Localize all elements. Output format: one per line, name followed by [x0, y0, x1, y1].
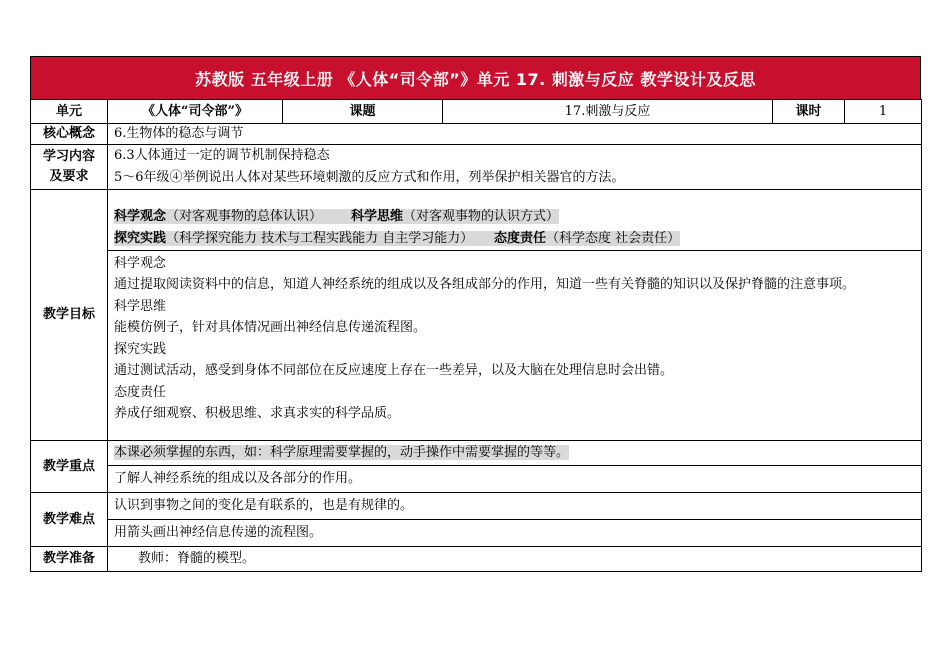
content-value — [108, 145, 922, 190]
goal-text-2: 能模仿例子，针对具体情况画出神经信息传递流程图。 — [114, 320, 427, 335]
goals-value — [108, 190, 922, 441]
difficulties-line1: 认识到事物之间的变化是有联系的，也是有规律的。 — [108, 493, 922, 520]
unit-label: 单元 — [31, 100, 108, 124]
goal-heading-4: 态度责任 — [114, 384, 167, 400]
content-label — [31, 145, 108, 190]
goal-heading-1: 科学观念 — [114, 255, 167, 271]
literacy-d-desc: （科学态度 社会责任） — [545, 230, 681, 246]
content-label-line1: 学习内容 — [42, 149, 95, 164]
key-points-hint-cell — [108, 441, 922, 466]
goal-text-3: 通过测试活动，感受到身体不同部位在反应速度上存在一些差异，以及大脑在处理信息时会出错。 — [114, 363, 674, 378]
goal-text-4: 养成仔细观察、积极思维、求真求实的科学品质。 — [114, 406, 401, 421]
literacy-a-desc: （对客观事物的总体认识） — [166, 208, 323, 224]
goals-label: 教学目标 — [31, 190, 108, 441]
literacy-row2 — [114, 231, 680, 246]
content-line1: 6.3人体通过一定的调节机制保持稳态 — [114, 148, 330, 163]
difficulties-label: 教学难点 — [31, 493, 108, 547]
key-points-label: 教学重点 — [31, 441, 108, 493]
lesson-value: 17.刺激与反应 — [443, 100, 773, 124]
core-concept-row — [31, 124, 922, 145]
key-points-text: 了解人神经系统的组成以及各部分的作用。 — [108, 466, 922, 493]
header-row — [31, 100, 922, 124]
preparation-label: 教学准备 — [31, 547, 108, 572]
literacy-c-title: 探究实践 — [114, 230, 167, 246]
core-concept-label: 核心概念 — [31, 124, 108, 145]
goal-heading-2: 科学思维 — [114, 298, 167, 314]
period-label: 课时 — [773, 100, 845, 124]
key-points-hint: 本课必须掌握的东西，如：科学原理需要掌握的，动手操作中需要掌握的等等。 — [114, 445, 570, 460]
core-concept-value: 6.生物体的稳态与调节 — [108, 124, 922, 145]
content-label-line2: 及要求 — [49, 169, 89, 184]
document-title: 苏教版 五年级上册 《人体“司令部”》单元 17. 刺激与反应 教学设计及反思 — [30, 56, 921, 99]
unit-value: 《人体“司令部”》 — [108, 100, 283, 124]
key-points-row-1 — [31, 441, 922, 466]
literacy-a-title: 科学观念 — [114, 208, 167, 224]
goal-text-1: 通过提取阅读资料中的信息，知道人神经系统的组成以及各组成部分的作用，知道一些有关脊髓的知识以及保护脊髓的注意事项。 — [114, 277, 856, 292]
literacy-row1 — [114, 209, 559, 224]
literacy-b-desc: （对客观事物的认识方式） — [402, 208, 559, 224]
difficulties-line2: 用箭头画出神经信息传递的流程图。 — [108, 520, 922, 547]
difficulties-row-2 — [31, 520, 922, 547]
lesson-label: 课题 — [283, 100, 443, 124]
lesson-plan-document — [30, 56, 921, 572]
content-line2: 5～6年级④举例说出人体对某些环境刺激的反应方式和作用，列举保护相关器官的方法。 — [114, 170, 625, 185]
period-value: 1 — [845, 100, 922, 124]
goals-row — [31, 190, 922, 441]
key-points-row-2 — [31, 466, 922, 493]
content-row — [31, 145, 922, 190]
literacy-c-desc: （科学探究能力 技术与工程实践能力 自主学习能力） — [166, 230, 474, 246]
preparation-row — [31, 547, 922, 572]
goal-heading-3: 探究实践 — [114, 341, 167, 357]
lesson-plan-table — [30, 99, 922, 572]
difficulties-row-1 — [31, 493, 922, 520]
literacy-d-title: 态度责任 — [493, 230, 546, 246]
preparation-text: 教师：脊髓的模型。 — [108, 547, 922, 572]
literacy-b-title: 科学思维 — [350, 208, 403, 224]
